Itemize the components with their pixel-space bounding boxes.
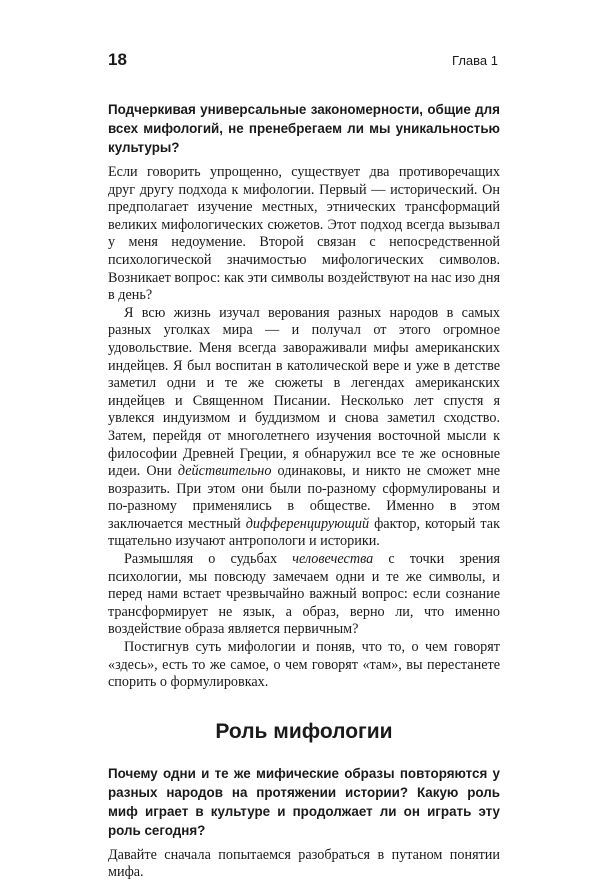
paragraph-2: Я всю жизнь изучал верования разных народов в самых разных уголках мира — и получал от этого огромное удовольствие. Меня всегда завораживали мифы американских индейцев. Я был воспитан в католической вере и уже в детстве заметил одни и те же сюжеты в легендах американских индейцев и Священном Писании. Несколько лет спустя я увлекся индуизмом и буддизмом и снова заметил сходство. Затем, перейдя от многолетнего изучения восточной мысли к философии Древней Греции, я обнаружил все те же основные идеи. Они действительно одинаковы, и никто не сможет мне возразить. При этом они были по-разному сформулированы и по-разному применялись в обществе. Именно в этом заключается местный дифференцирующий фактор, который так тщательно изучают антропологи и историки. <box>108 304 500 550</box>
emphasis-text: дифференцирующий <box>245 515 370 532</box>
running-head <box>108 50 498 70</box>
emphasis-text: действительно <box>177 463 272 480</box>
paragraph-5: Давайте сначала попытаемся разобраться в путаном понятии мифа. <box>108 846 500 881</box>
paragraph-3: Размышляя о судьбах человечества с точки зрения психологии, мы повсюду замечаем одни и те же символы, и перед нами встает чрезвычайно важный вопрос: если сознание трансформирует не язык, а образ, верно ли, что именно воздействие образа является первичным? <box>108 551 500 638</box>
paragraph-4: Постигнув суть мифологии и поняв, что то, о чем говорят «здесь», есть то же самое, о чем говорят «там», вы перестанете спорить о формулировках. <box>108 639 500 691</box>
page-content <box>108 100 500 882</box>
paragraph-1: Если говорить упрощенно, существует два противоречащих друг другу подхода к мифологии. Первый — исторический. Он предполагает изучение местных, этнических трансформаций великих мифологических сюжетов. Этот подход всегда вызывал у меня недоумение. Второй связан с непосредственной психологической значимостью мифологических символов. Возникает вопрос: как эти символы воздействуют на нас изо дня в день? <box>108 164 500 304</box>
section-title: Роль мифологии <box>215 719 393 743</box>
page-number: 18 <box>108 50 127 69</box>
emphasis-text: человечества <box>292 551 374 568</box>
question-heading-1: Подчеркивая универсальные закономерности, общие для всех мифологий, не пренебрегаем ли мы уникальностью культуры? <box>108 102 500 155</box>
chapter-label: Глава 1 <box>452 53 498 68</box>
question-heading-2: Почему одни и те же мифические образы повторяются у разных народов на протяжении истории? Какую роль миф играет в культуре и продолжает ли он играть эту роль сегодня? <box>108 765 500 838</box>
